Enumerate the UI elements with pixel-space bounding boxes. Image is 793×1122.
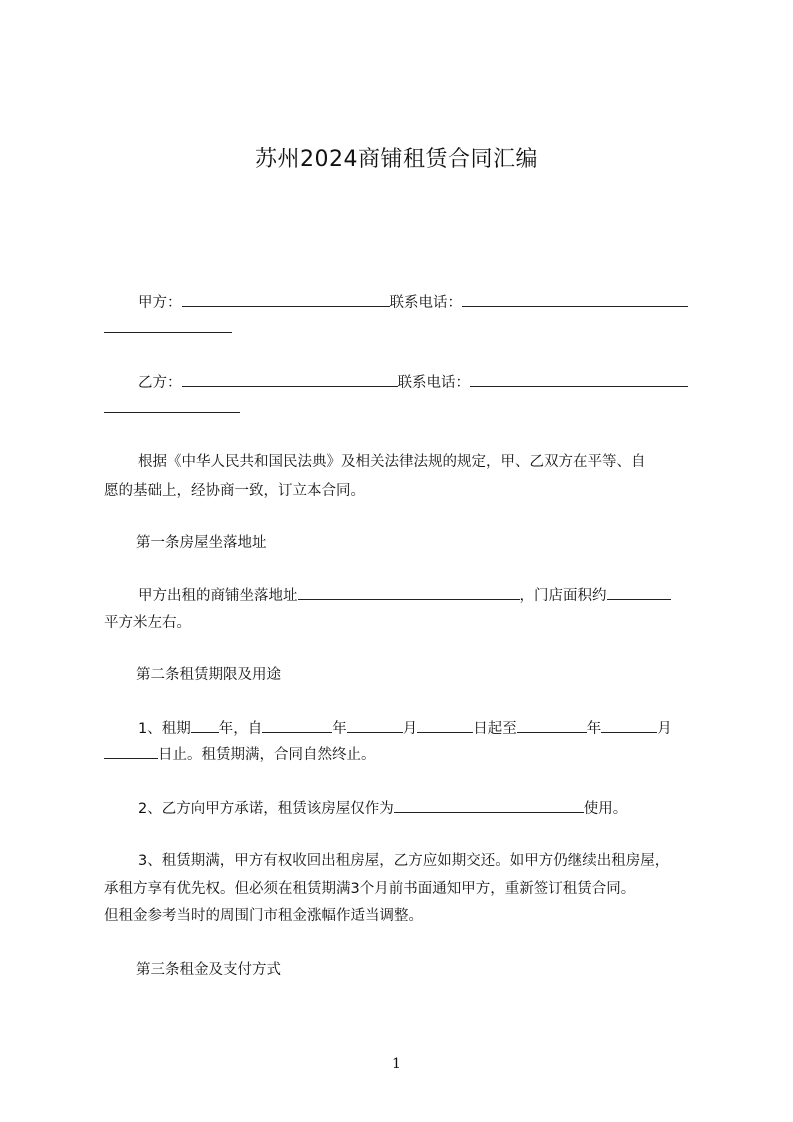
- page-number: 1: [392, 1056, 401, 1072]
- intro-line-2: 愿的基础上，经协商一致，订立本合同。: [104, 483, 365, 499]
- clause-2-3-line-3: 但租金参考当时的周围门市租金涨幅作适当调整。: [104, 908, 423, 924]
- end-day-blank[interactable]: [104, 744, 158, 759]
- article1-address-label: 甲方出租的商铺坐落地址: [138, 588, 298, 604]
- party-b-phone-blank[interactable]: [470, 372, 688, 387]
- party-b-label: 乙方：: [138, 375, 182, 391]
- article1-heading: 第一条房屋坐落地址: [136, 535, 267, 551]
- end-month-blank[interactable]: [601, 718, 657, 733]
- party-b-line-cont: [104, 398, 704, 419]
- party-b-phone-label: 联系电话：: [397, 375, 470, 391]
- party-a-name-blank[interactable]: [182, 292, 390, 307]
- clause-2-2-text-b: 使用。: [583, 801, 628, 817]
- clause-2-3-line-1: 3、租赁期满，甲方有权收回出租房屋，乙方应如期交还。如甲方仍继续出租房屋，: [138, 853, 670, 869]
- party-a-phone-blank-cont[interactable]: [104, 318, 232, 333]
- lease-years-blank[interactable]: [191, 718, 219, 733]
- clause-2-1-text-f: 年: [586, 721, 602, 737]
- party-b-name-blank[interactable]: [182, 372, 398, 387]
- party-a-phone-label: 联系电话：: [389, 295, 462, 311]
- document-title: 苏州2024商铺租赁合同汇编: [255, 147, 538, 172]
- clause-2-1-text-h: 日止。租赁期满，合同自然终止。: [158, 747, 376, 763]
- shop-address-blank[interactable]: [298, 585, 520, 600]
- clause-2-1-text-c: 年: [332, 721, 347, 737]
- clause-2-2: [138, 798, 738, 819]
- party-a-phone-blank[interactable]: [462, 292, 688, 307]
- party-a-line-cont: [104, 318, 704, 339]
- article2-heading: 第二条租赁期限及用途: [136, 667, 281, 683]
- clause-2-1-line-2: [104, 744, 704, 765]
- clause-2-1-text-a: 1、租期: [138, 721, 191, 737]
- article3-heading: 第三条租金及支付方式: [136, 962, 281, 978]
- clause-2-1-text-d: 月: [402, 721, 418, 737]
- end-year-blank[interactable]: [517, 718, 587, 733]
- article1-line-2: 平方米左右。: [104, 615, 191, 631]
- clause-2-1-text-e: 日起至: [473, 721, 517, 737]
- intro-line-1: 根据《中华人民共和国民法典》及相关法律法规的规定，甲、乙双方在平等、自: [138, 454, 646, 470]
- article1-line-1: [138, 585, 738, 606]
- usage-purpose-blank[interactable]: [394, 798, 584, 813]
- start-year-blank[interactable]: [262, 718, 332, 733]
- start-month-blank[interactable]: [347, 718, 403, 733]
- party-a-line: [138, 292, 738, 313]
- party-b-line: [138, 372, 738, 393]
- party-b-phone-blank-cont[interactable]: [104, 398, 240, 413]
- shop-area-blank[interactable]: [607, 585, 671, 600]
- clause-2-1-text-g: 月: [657, 721, 672, 737]
- clause-2-1-line-1: [138, 718, 738, 739]
- clause-2-1-text-b: 年，自: [218, 721, 263, 737]
- start-day-blank[interactable]: [417, 718, 473, 733]
- clause-2-2-text-a: 2、乙方向甲方承诺，租赁该房屋仅作为: [138, 801, 394, 817]
- clause-2-3-line-2: 承租方享有优先权。但必须在租赁期满3个月前书面通知甲方，重新签订租赁合同。: [104, 881, 636, 897]
- article1-area-label: ，门店面积约: [519, 588, 607, 604]
- party-a-label: 甲方：: [138, 295, 182, 311]
